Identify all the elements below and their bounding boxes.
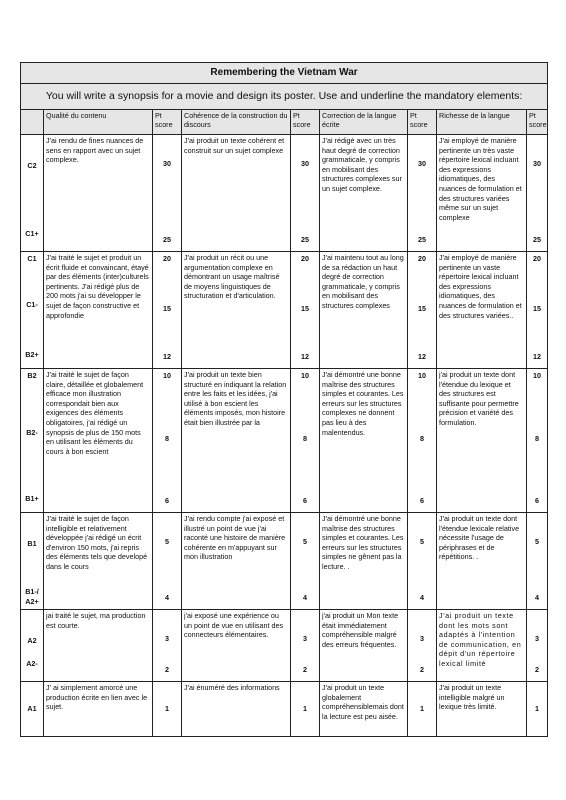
point-score: 3 <box>165 634 169 643</box>
correction-points <box>408 610 437 682</box>
cefr-level: B2 <box>27 371 37 380</box>
content-points <box>153 610 182 682</box>
header-correction: Correction de la langue écrite <box>320 110 408 135</box>
cefr-level: B1+ <box>25 494 39 503</box>
level-cell <box>21 135 44 252</box>
point-score: 30 <box>163 159 171 168</box>
point-score: 10 <box>163 371 171 380</box>
point-score: 1 <box>165 704 169 713</box>
point-score: 12 <box>418 352 426 361</box>
cefr-level: A1 <box>27 704 37 713</box>
cefr-level: B1 <box>27 539 37 548</box>
header-content: Qualité du contenu <box>44 110 153 135</box>
richness-points <box>527 610 548 682</box>
point-score: 1 <box>303 704 307 713</box>
point-score: 15 <box>533 304 542 313</box>
coherence-points <box>291 513 320 610</box>
point-score: 2 <box>420 665 424 674</box>
richness-points <box>527 369 548 513</box>
content-points <box>153 135 182 252</box>
header-level <box>21 110 44 135</box>
point-score: 25 <box>418 235 426 244</box>
cefr-level: A2 <box>27 636 37 645</box>
point-score: 5 <box>535 537 540 546</box>
correction-points <box>408 135 437 252</box>
rubric-table <box>20 62 548 737</box>
point-score: 20 <box>418 254 426 263</box>
correction-descriptor: J'ai maintenu tout au long de sa rédaction un haut degré de correction grammaticale, y compris en mobilisant des structures complexes <box>320 252 408 369</box>
point-score: 4 <box>303 593 307 602</box>
coherence-descriptor: J'ai rendu compte j'ai exposé et illustré un point de vue j'ai raconté une histoire de manière cohérente en m'appuyant sur mon illustration <box>182 513 291 610</box>
correction-points <box>408 513 437 610</box>
level-cell <box>21 513 44 610</box>
coherence-points <box>291 682 320 737</box>
content-points <box>153 513 182 610</box>
level-cell <box>21 369 44 513</box>
point-score: 2 <box>535 665 540 674</box>
coherence-descriptor: J'ai produit un récit ou une argumentation complexe en démontrant un usage maîtrisé de moyens linguistiques de structuration et d'articulation. <box>182 252 291 369</box>
point-score: 5 <box>165 537 169 546</box>
content-points <box>153 252 182 369</box>
coherence-descriptor: J'ai produit un texte cohérent et construit sur un sujet complexe <box>182 135 291 252</box>
richness-descriptor: j'ai produit un texte dont l'étendue du lexique et des structures est suffisante pour permettre précision et variété des formulation. <box>437 369 527 513</box>
rubric-row <box>21 369 548 513</box>
point-score: 12 <box>533 352 542 361</box>
rubric-row <box>21 610 548 682</box>
point-score: 5 <box>420 537 424 546</box>
level-cell <box>21 252 44 369</box>
point-score: 4 <box>420 593 424 602</box>
level-cell <box>21 682 44 737</box>
point-score: 15 <box>418 304 426 313</box>
rubric-row <box>21 135 548 252</box>
rubric-instructions: You will write a synopsis for a movie and design its poster. Use and underline the mandatory elements: <box>21 84 548 110</box>
content-descriptor: J'ai traité le sujet et produit un écrit fluide et convaincant, étayé par des éléments (inter)culturels pertinents. J'ai rédigé plus de 200 mots j'ai su développer le sujet de façon constructive et approfondie <box>44 252 153 369</box>
point-score: 30 <box>533 159 542 168</box>
content-descriptor: jai traité le sujet, ma production est courte. <box>44 610 153 682</box>
point-score: 2 <box>303 665 307 674</box>
point-score: 20 <box>301 254 309 263</box>
correction-descriptor: J'ai produit un texte globalement compréhensiblemais dont la lecture est peu aisée. <box>320 682 408 737</box>
point-score: 8 <box>165 434 169 443</box>
cefr-level: C1+ <box>25 229 39 238</box>
point-score: 30 <box>301 159 309 168</box>
content-descriptor: J'ai traité le sujet de façon claire, détaillée et globalement efficace mon illustration correspondait bien aux exigences des éléments obligatoires, j'ai rédigé un synopsis de plus de 150 mots en utilisant les éléments du cours à bon escient <box>44 369 153 513</box>
richness-descriptor: J'ai produit un texte intelligible malgré un lexique très limité. <box>437 682 527 737</box>
point-score: 6 <box>535 496 540 505</box>
content-points <box>153 682 182 737</box>
rubric-row <box>21 252 548 369</box>
point-score: 8 <box>303 434 307 443</box>
point-score: 12 <box>163 352 171 361</box>
point-score: 20 <box>163 254 171 263</box>
point-score: 10 <box>301 371 309 380</box>
point-score: 6 <box>165 496 169 505</box>
cefr-level: B2+ <box>25 350 39 359</box>
rubric-title: Remembering the Vietnam War <box>21 63 548 84</box>
coherence-descriptor: J'ai énuméré des informations <box>182 682 291 737</box>
correction-points <box>408 369 437 513</box>
richness-points <box>527 252 548 369</box>
richness-points <box>527 135 548 252</box>
header-coherence: Cohérence de la construction du discours <box>182 110 291 135</box>
cefr-level: A2- <box>26 659 38 668</box>
header-pt-score: Pt score <box>153 110 182 135</box>
point-score: 15 <box>163 304 171 313</box>
correction-points <box>408 682 437 737</box>
point-score: 8 <box>535 434 540 443</box>
richness-descriptor: J'ai employé de manière pertinente un vaste répertoire lexical incluant des expressions idiomatiques, des nuances de formulation et des structures variées.. <box>437 252 527 369</box>
cefr-level: C1- <box>26 300 38 309</box>
correction-descriptor: J'ai rédigé avec un très haut degré de correction grammaticale, y compris en mobilisant des structures complexes sur un sujet complexe. <box>320 135 408 252</box>
rubric-body <box>21 135 548 737</box>
point-score: 25 <box>533 235 542 244</box>
richness-descriptor: J'ai produit un texte dont les mots sont adaptés à l'intention de communication, en dépit d'un répertoire lexical limité <box>437 610 527 682</box>
correction-points <box>408 252 437 369</box>
point-score: 3 <box>535 634 540 643</box>
cefr-level: B2- <box>26 428 38 437</box>
point-score: 3 <box>420 634 424 643</box>
cefr-level: C2 <box>27 161 37 170</box>
richness-descriptor: J'ai produit un texte dont l'étendue lexicale relative nécessite l'usage de périphrases et de répétitions. . <box>437 513 527 610</box>
coherence-points <box>291 252 320 369</box>
content-descriptor: J'ai traité le sujet de façon intelligible et relativement développée j'ai rédigé un écrit d'environ 150 mots, j'ai repris des éléments tels que developé dans le cours <box>44 513 153 610</box>
header-row <box>21 110 548 135</box>
point-score: 1 <box>420 704 424 713</box>
header-pt-score: Pt score <box>408 110 437 135</box>
point-score: 15 <box>301 304 309 313</box>
header-pt-score: Pt score <box>291 110 320 135</box>
coherence-points <box>291 369 320 513</box>
point-score: 25 <box>301 235 309 244</box>
correction-descriptor: J'ai démontré une bonne maîtrise des structures simples et courantes. Les erreurs sur les structures simples ne gênent pas la lecture. . <box>320 513 408 610</box>
point-score: 6 <box>303 496 307 505</box>
cefr-level: C1 <box>27 254 37 263</box>
richness-points <box>527 513 548 610</box>
coherence-descriptor: j'ai exposé une expérience ou un point de vue en utilisant des connecteurs élémentaires. <box>182 610 291 682</box>
point-score: 4 <box>165 593 169 602</box>
header-pt-score: Pt score <box>527 110 548 135</box>
cefr-level: B1-/ A2+ <box>25 587 39 606</box>
point-score: 8 <box>420 434 424 443</box>
coherence-points <box>291 135 320 252</box>
point-score: 10 <box>533 371 542 380</box>
richness-descriptor: J'ai employé de manière pertinente un très vaste répertoire lexical incluant des expressions idiomatiques, des nuances de formulation et des structures variées même sur un sujet complexe <box>437 135 527 252</box>
point-score: 5 <box>303 537 307 546</box>
point-score: 20 <box>533 254 542 263</box>
coherence-descriptor: J'ai produit un texte bien structuré en indiquant la relation entre les faits et les idées, j'ai utilisé à bon escient les éléments imposés, mon histoire était bien illustrée par la <box>182 369 291 513</box>
point-score: 3 <box>303 634 307 643</box>
point-score: 1 <box>535 704 540 713</box>
point-score: 30 <box>418 159 426 168</box>
rubric-sheet <box>20 62 547 737</box>
point-score: 4 <box>535 593 540 602</box>
richness-points <box>527 682 548 737</box>
content-descriptor: J' ai simplement amorcé une production écrite en lien avec le sujet. <box>44 682 153 737</box>
content-points <box>153 369 182 513</box>
point-score: 6 <box>420 496 424 505</box>
point-score: 12 <box>301 352 309 361</box>
point-score: 10 <box>418 371 426 380</box>
point-score: 25 <box>163 235 171 244</box>
rubric-row <box>21 682 548 737</box>
level-cell <box>21 610 44 682</box>
correction-descriptor: j'ai produit un Mon texte était immédiatement compréhensible malgré des erreurs fréquentes. <box>320 610 408 682</box>
content-descriptor: J'ai rendu de fines nuances de sens en rapport avec un sujet complexe. <box>44 135 153 252</box>
correction-descriptor: J'ai démontré une bonne maîtrise des structures simples et courantes. Les erreurs sur les structures complexes ne donnent pas lieu à des malentendus. <box>320 369 408 513</box>
header-richness: Richesse de la langue <box>437 110 527 135</box>
coherence-points <box>291 610 320 682</box>
point-score: 2 <box>165 665 169 674</box>
rubric-row <box>21 513 548 610</box>
